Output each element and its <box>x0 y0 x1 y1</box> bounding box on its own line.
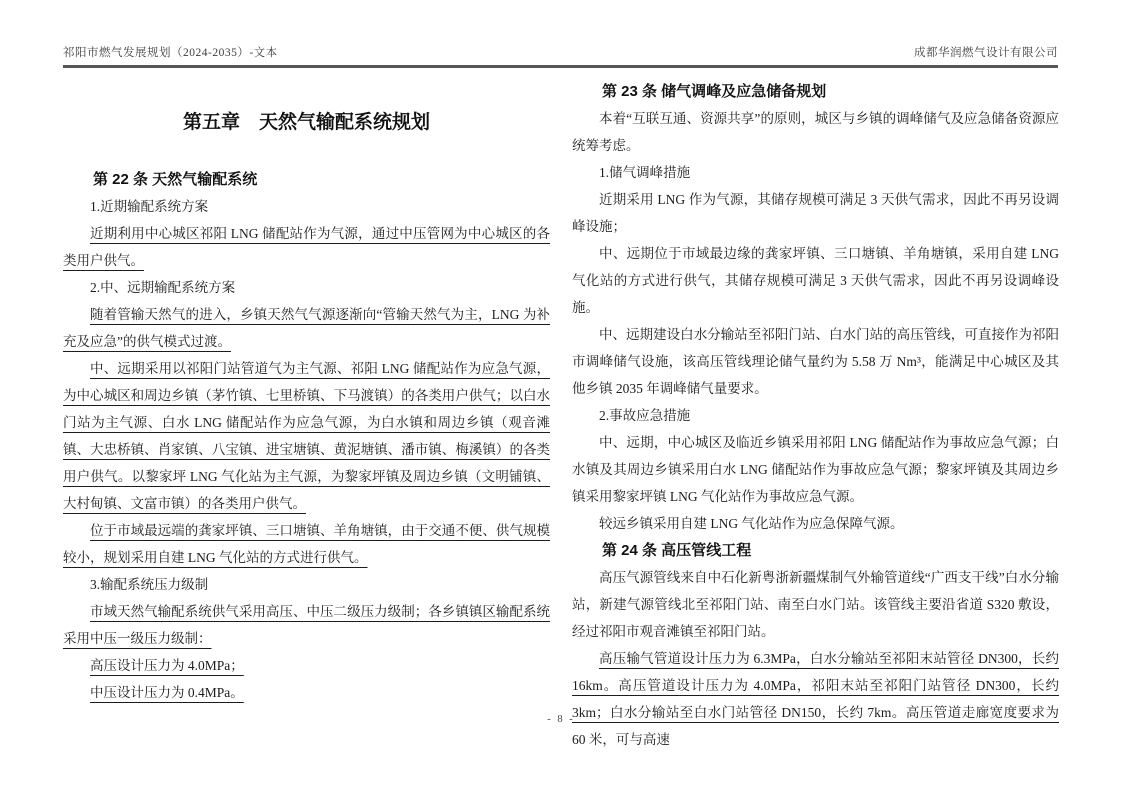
header-divider <box>63 65 1058 68</box>
paragraph: 市域天然气输配系统供气采用高压、中压二级压力级制；各乡镇镇区输配系统采用中压一级压力级制： <box>63 604 550 646</box>
paragraph: 中、远期位于市域最边缘的龚家坪镇、三口塘镇、羊角塘镇，采用自建 LNG 气化站的方式进行供气，其储存规模可满足 3 天供气需求，因此不再另设调峰设施。 <box>572 246 1059 315</box>
section-heading: 第 22 条 天然气输配系统 <box>93 171 258 188</box>
paragraph: 2.事故应急措施 <box>599 408 691 423</box>
paragraph: 中压设计压力为 0.4MPa。 <box>90 685 244 700</box>
page-header <box>63 44 1058 60</box>
paragraph: 近期利用中心城区祁阳 LNG 储配站作为气源，通过中压管网为中心城区的各类用户供气。 <box>63 226 550 268</box>
page-number: - 8 - <box>547 714 575 725</box>
paragraph: 高压气源管线来自中石化新粤浙新疆煤制气外输管道线“广西支干线”白水分输站，新建气源管线北至祁阳门站、南至白水门站。该管线主要沿省道 S320 敷设，经过祁阳市观音滩镇至祁阳门站。 <box>572 570 1059 639</box>
paragraph: 3.输配系统压力级制 <box>90 577 209 592</box>
paragraph: 中、远期，中心城区及临近乡镇采用祁阳 LNG 储配站作为事故应急气源；白水镇及其周边乡镇采用白水 LNG 储配站作为事故应急气源；黎家坪镇及其周边乡镇采用黎家坪镇 LNG 气化站作为事故应急气源。 <box>572 435 1059 504</box>
left-column-blocks <box>63 166 550 706</box>
paragraph: 位于市域最远端的龚家坪镇、三口塘镇、羊角塘镇，由于交通不便、供气规模较小，规划采用自建 LNG 气化站的方式进行供气。 <box>63 523 550 565</box>
paragraph: 中、远期采用以祁阳门站管道气为主气源、祁阳 LNG 储配站作为应急气源，为中心城区和周边乡镇（茅竹镇、七里桥镇、下马渡镇）的各类用户供气；以白水门站为主气源、白水 LNG 储配站作为应急气源，为白水镇和周边乡镇（观音滩镇、大忠桥镇、肖家镇、八宝镇、进宝塘镇、黄泥塘镇、潘市镇、梅溪镇）的各类用户供气。以黎家坪 LNG 气化站为主气源，为黎家坪镇及周边乡镇（文明铺镇、大村甸镇、文富市镇）的各类用户供气。 <box>63 361 550 511</box>
two-column-body <box>63 78 1059 747</box>
paragraph: 本着“互联互通、资源共享”的原则，城区与乡镇的调峰储气及应急储备资源应统筹考虑。 <box>572 111 1059 153</box>
paragraph: 1.近期输配系统方案 <box>90 199 209 214</box>
section-heading: 第 23 条 储气调峰及应急储备规划 <box>602 83 827 100</box>
header-right-company: 成都华润燃气设计有限公司 <box>914 47 1058 59</box>
paragraph: 2.中、远期输配系统方案 <box>90 280 236 295</box>
paragraph: 近期采用 LNG 作为气源，其储存规模可满足 3 天供气需求，因此不再另设调峰设施； <box>572 192 1059 234</box>
paragraph: 随着管输天然气的进入，乡镇天然气气源逐渐向“管输天然气为主，LNG 为补充及应急”的供气模式过渡。 <box>63 307 550 349</box>
paragraph: 较远乡镇采用自建 LNG 气化站作为应急保障气源。 <box>599 516 904 531</box>
chapter-title: 第五章 天然气输配系统规划 <box>182 112 430 133</box>
right-column-blocks <box>572 78 1059 747</box>
paragraph: 1.储气调峰措施 <box>599 165 691 180</box>
paragraph: 高压设计压力为 4.0MPa； <box>90 658 244 673</box>
left-column <box>63 78 550 747</box>
header-left-title: 祁阳市燃气发展规划（2024-2035）-文本 <box>63 47 278 59</box>
paragraph: 高压输气管道设计压力为 6.3MPa，白水分输站至祁阳末站管径 DN300，长约 16km。高压管道设计压力为 4.0MPa，祁阳末站至祁阳门站管径 DN300，长约 3km；白水分输站至白水门站管径 DN150，长约 7km。高压管道走廊宽度要求为 60 米，可与高速 <box>572 651 1059 747</box>
right-column <box>572 78 1059 747</box>
paragraph: 中、远期建设白水分输站至祁阳门站、白水门站的高压管线，可直接作为祁阳市调峰储气设施，该高压管线理论储气量约为 5.58 万 Nm³，能满足中心城区及其他乡镇 2035 年调峰储气量要求。 <box>572 327 1059 396</box>
section-heading: 第 24 条 高压管线工程 <box>602 542 752 559</box>
